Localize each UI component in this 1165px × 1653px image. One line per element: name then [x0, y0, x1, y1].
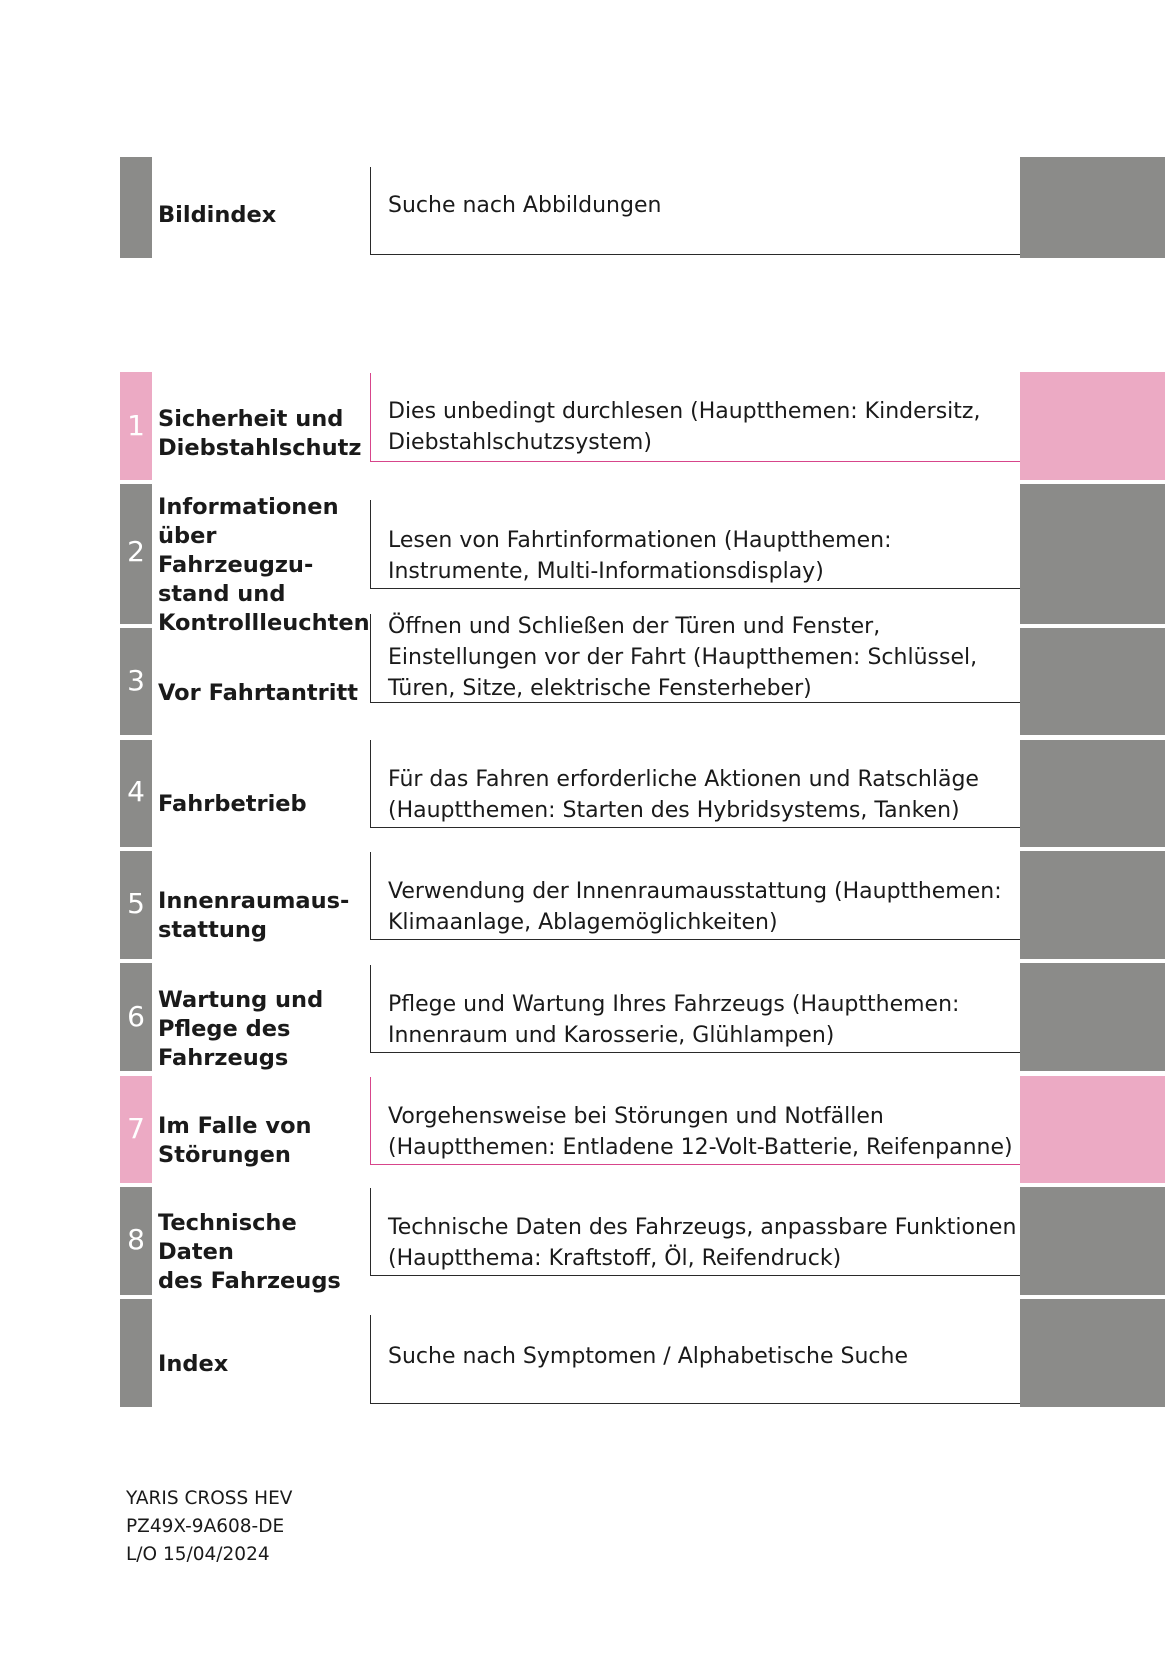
index-thumb-tab[interactable] [1020, 1299, 1165, 1407]
chapter-3-thumb-tab[interactable] [1020, 628, 1165, 735]
chapter-5-number: 5 [127, 887, 145, 920]
chapter-8-thumb-tab[interactable] [1020, 1187, 1165, 1295]
chapter-2-title[interactable]: Informationen über Fahrzeugzu- stand und Kontrollleuchten [158, 493, 370, 636]
index-description: Suche nach Symptomen / Alphabetische Suche [388, 1343, 909, 1369]
chapter-8-number: 8 [127, 1223, 145, 1256]
chapter-8-title[interactable]: Technische Daten des Fahrzeugs [158, 1209, 341, 1294]
chapter-7-description: Vorgehensweise bei Störungen und Notfällen (Hauptthemen: Entladene 12-Volt-Batterie, Reifenpanne) [388, 1104, 1013, 1160]
chapter-2-thumb-tab[interactable] [1020, 484, 1165, 624]
chapter-3-description: Öffnen und Schließen der Türen und Fenster, Einstellungen vor der Fahrt (Hauptthemen: Schlüssel, Türen, Sitze, elektrische Fensterheber) [388, 614, 978, 701]
footer-date-line: L/O 15/04/2024 [126, 1544, 270, 1565]
chapter-6-title[interactable]: Wartung und Pflege des Fahrzeugs [158, 986, 324, 1071]
chapter-5-thumb-tab[interactable] [1020, 851, 1165, 959]
bildindex-left-bar [120, 157, 152, 258]
bildindex-description: Suche nach Abbildungen [388, 192, 662, 218]
document-footer [126, 1485, 292, 1569]
chapter-5-title[interactable]: Innenraumaus- stattung [158, 888, 350, 943]
chapter-6-number: 6 [127, 1000, 145, 1033]
chapter-5-description: Verwendung der Innenraumausstattung (Hauptthemen: Klimaanlage, Ablagemöglichkeiten) [388, 879, 1002, 935]
index-left-bar [120, 1299, 152, 1407]
chapter-7-title[interactable]: Im Falle von Störungen [158, 1113, 312, 1168]
chapter-2-description: Lesen von Fahrtinformationen (Hauptthemen: Instrumente, Multi-Informationsdisplay) [388, 528, 892, 584]
chapter-3-number: 3 [127, 664, 145, 697]
chapter-1-thumb-tab[interactable] [1020, 372, 1165, 480]
chapter-4-description: Für das Fahren erforderliche Aktionen und Ratschläge (Hauptthemen: Starten des Hybridsystems, Tanken) [388, 767, 979, 823]
chapter-6-description: Pflege und Wartung Ihres Fahrzeugs (Hauptthemen: Innenraum und Karosserie, Glühlampen) [388, 992, 960, 1048]
chapter-1-title[interactable]: Sicherheit und Diebstahlschutz [158, 406, 362, 461]
chapter-6-thumb-tab[interactable] [1020, 963, 1165, 1071]
footer-part-number: PZ49X-9A608-DE [126, 1516, 285, 1537]
chapter-7-number: 7 [127, 1112, 145, 1145]
chapter-2-number: 2 [127, 535, 145, 568]
chapter-1-description: Dies unbedingt durchlesen (Hauptthemen: Kindersitz, Diebstahlschutzsystem) [388, 399, 981, 455]
chapter-8-description: Technische Daten des Fahrzeugs, anpassbare Funktionen (Hauptthema: Kraftstoff, Öl, Reifendruck) [388, 1215, 1017, 1271]
chapter-4-title[interactable]: Fahrbetrieb [158, 790, 307, 817]
chapter-3-title[interactable]: Vor Fahrtantritt [158, 679, 358, 706]
chapter-1-number: 1 [127, 409, 145, 442]
footer-model: YARIS CROSS HEV [126, 1488, 293, 1509]
chapter-7-thumb-tab[interactable] [1020, 1076, 1165, 1183]
bildindex-title[interactable]: Bildindex [158, 201, 277, 228]
bildindex-thumb-tab[interactable] [1020, 157, 1165, 258]
chapter-4-thumb-tab[interactable] [1020, 740, 1165, 847]
chapter-4-number: 4 [127, 775, 145, 808]
index-title[interactable]: Index [158, 1350, 229, 1377]
